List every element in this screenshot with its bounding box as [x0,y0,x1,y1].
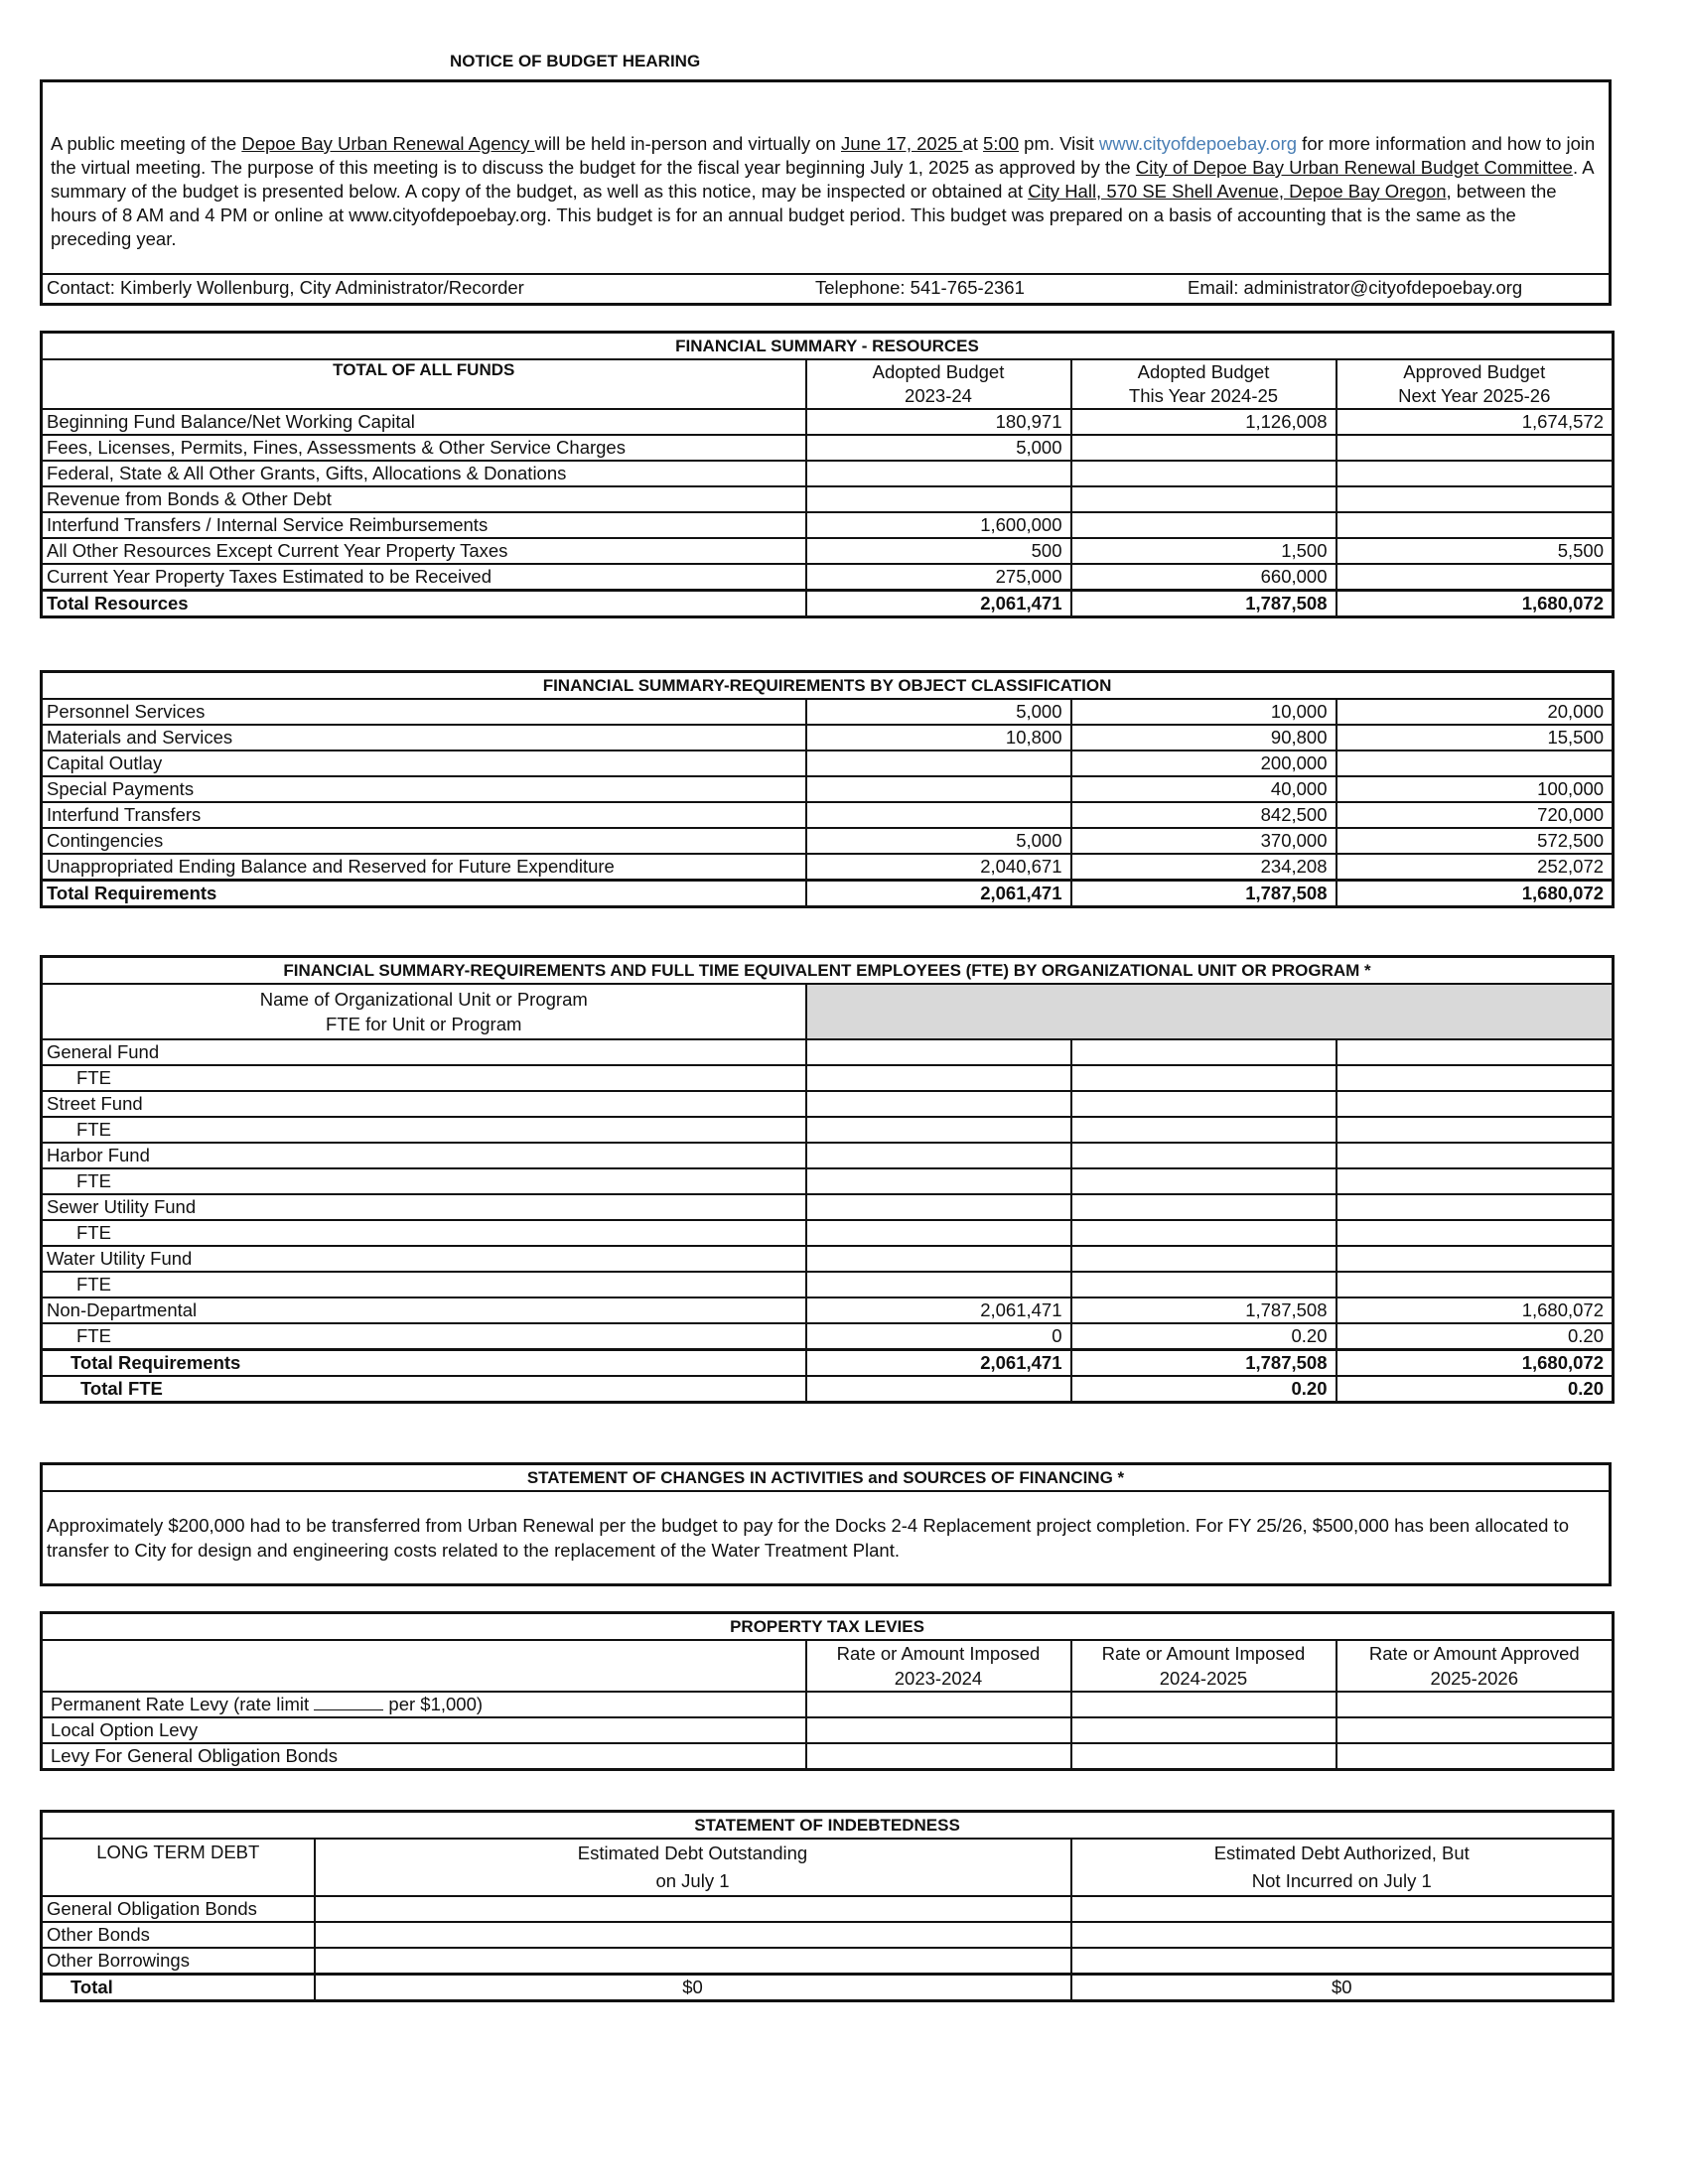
cell-value: 200,000 [1071,751,1336,776]
notice-text: A public meeting of the [51,133,242,154]
total-row [42,591,1614,617]
row-label: Interfund Transfers / Internal Service Reimbursements [42,512,806,538]
column-header: Approved Budget [1336,359,1614,384]
statement-text: Approximately $200,000 had to be transferred from Urban Renewal per the budget to pay for the Docks 2-4 Replacement project completion. For FY 25/26, $500,000 has been allocated to transfer to City for design and engineering costs related to the replacement of the Water Treatment Plant. [47,1515,1569,1561]
table-row [42,409,1614,435]
unit-name: Water Utility Fund [42,1246,806,1272]
cell-value [806,1717,1071,1743]
website-link[interactable]: www.cityofdepoebay.org [1098,133,1298,154]
row-label: All Other Resources Except Current Year Property Taxes [42,538,806,564]
cell-value [806,802,1071,828]
notice-text: at [962,133,983,154]
column-header-line: Rate or Amount Imposed [1101,1643,1306,1664]
fte-header-label: FTE for Unit or Program [326,1014,522,1034]
statement-header: STATEMENT OF CHANGES IN ACTIVITIES and SOURCES OF FINANCING * [43,1465,1609,1492]
table-row [42,1922,1614,1948]
debt-type: Other Borrowings [42,1948,315,1975]
cell-value [1336,1091,1614,1117]
cell-value [806,1272,1071,1297]
cell-value [1336,751,1614,776]
total-row [42,1350,1614,1377]
cell-value [1071,1168,1336,1194]
table-row [42,725,1614,751]
cell-value [1336,1692,1614,1717]
cell-value: 1,500 [1071,538,1336,564]
requirements-header: FINANCIAL SUMMARY-REQUIREMENTS BY OBJECT CLASSIFICATION [42,672,1614,700]
cell-value [1336,564,1614,591]
cell-value: 5,000 [806,699,1071,725]
fte-label: FTE [42,1323,806,1350]
cell-value: 90,800 [1071,725,1336,751]
total-value: 2,061,471 [806,1350,1071,1377]
fte-table [40,955,1612,1404]
total-value: 1,787,508 [1071,881,1336,907]
cell-value [1336,1272,1614,1297]
cell-value [806,751,1071,776]
total-fte-row [42,1376,1614,1403]
table-row [42,1948,1614,1975]
cell-value [1071,1692,1336,1717]
fte-label: FTE [42,1065,806,1091]
total-value: 1,787,508 [1071,591,1336,617]
cell-value [806,1743,1071,1770]
meeting-time: 5:00 [983,133,1020,154]
agency-name: Depoe Bay Urban Renewal Agency [241,133,535,154]
cell-value: 180,971 [806,409,1071,435]
column-year: Next Year 2025-26 [1336,384,1614,409]
local-option-label: Local Option Levy [42,1717,806,1743]
column-header-line: Rate or Amount Imposed [836,1643,1041,1664]
table-row [42,1194,1614,1220]
notice-text: for more information and how to join the virtual meeting. The purpose of this meeting is to discuss the budget for the fiscal year beginning July 1, 2025 as approved by the [51,133,1596,178]
cell-value [1071,1896,1614,1922]
table-row [42,828,1614,854]
column-header [315,1839,1071,1896]
cell-value [1071,1743,1336,1770]
cell-value [806,486,1071,512]
cell-value: 0 [806,1323,1071,1350]
total-value: 1,680,072 [1336,591,1614,617]
column-year: 2024-2025 [1159,1668,1248,1689]
cell-value [1336,1220,1614,1246]
cell-value [1071,1117,1336,1143]
cell-value: 1,680,072 [1336,1297,1614,1323]
address: City Hall, 570 SE Shell Avenue, Depoe Bay Oregon [1028,181,1447,202]
cell-value [1336,1194,1614,1220]
cell-value: 10,000 [1071,699,1336,725]
row-label: Unappropriated Ending Balance and Reserved for Future Expenditure [42,854,806,881]
column-year: 2023-24 [806,384,1071,409]
total-label: Total Requirements [42,1350,806,1377]
column-header-line: Rate or Amount Approved [1368,1643,1580,1664]
cell-value: 5,000 [806,828,1071,854]
cell-value [1336,1717,1614,1743]
table-row [42,1117,1614,1143]
unit-header [42,984,806,1039]
total-row [42,1975,1614,2001]
contact-telephone: Telephone: 541-765-2361 [815,277,1025,298]
cell-value: 370,000 [1071,828,1336,854]
cell-value: 10,800 [806,725,1071,751]
cell-value [1071,435,1336,461]
meeting-date: June 17, 2025 [841,133,963,154]
row-label: Special Payments [42,776,806,802]
total-label: Total [42,1975,315,2001]
table-row [42,538,1614,564]
levies-header: PROPERTY TAX LEVIES [42,1613,1614,1641]
cell-value: 842,500 [1071,802,1336,828]
cell-value [1071,1065,1336,1091]
cell-value [315,1896,1071,1922]
table-row [42,1091,1614,1117]
total-value: $0 [1071,1975,1614,2001]
table-row [42,512,1614,538]
statement-box [40,1462,1612,1586]
page-title: NOTICE OF BUDGET HEARING [450,52,701,70]
cell-value [806,1143,1071,1168]
total-value: $0 [315,1975,1071,2001]
total-value: 1,787,508 [1071,1350,1336,1377]
row-label: Beginning Fund Balance/Net Working Capital [42,409,806,435]
table-row [42,1220,1614,1246]
total-label: Total Requirements [42,881,806,907]
resources-table [40,331,1612,618]
rate-limit-blank [314,1709,383,1710]
long-term-debt-header: LONG TERM DEBT [42,1839,315,1896]
cell-value: 1,674,572 [1336,409,1614,435]
fte-label: FTE [42,1117,806,1143]
table-row [42,1143,1614,1168]
cell-value [1336,512,1614,538]
cell-value [806,1117,1071,1143]
total-value: 2,061,471 [806,881,1071,907]
total-fte-label: Total FTE [42,1376,806,1403]
total-label: Total Resources [42,591,806,617]
cell-value [806,1220,1071,1246]
table-row [42,1065,1614,1091]
table-row [42,1297,1614,1323]
cell-value [806,1065,1071,1091]
notice-text: . A summary of the budget is presented below. A copy of the budget, as well as this notice, may be inspected or obtained at [51,157,1594,202]
table-row [42,1896,1614,1922]
total-value: 1,680,072 [1336,881,1614,907]
table-row [42,1246,1614,1272]
cell-value [1336,461,1614,486]
cell-value: 5,000 [806,435,1071,461]
cell-value [1071,1922,1614,1948]
column-header [1071,1839,1614,1896]
go-bonds-label: Levy For General Obligation Bonds [42,1743,806,1770]
column-year: 2023-2024 [894,1668,983,1689]
column-header-line: on July 1 [655,1870,730,1891]
fte-header: FINANCIAL SUMMARY-REQUIREMENTS AND FULL TIME EQUIVALENT EMPLOYEES (FTE) BY ORGANIZATIONAL UNIT OR PROGRAM * [42,957,1614,985]
cell-value: 2,040,671 [806,854,1071,881]
cell-value [1071,461,1336,486]
cell-value [806,1246,1071,1272]
total-all-funds-label: TOTAL OF ALL FUNDS [42,359,806,409]
cell-value: 500 [806,538,1071,564]
table-row [42,854,1614,881]
levies-table [40,1611,1612,1771]
contact-row [43,273,1609,303]
cell-value: 2,061,471 [806,1297,1071,1323]
cell-value: 275,000 [806,564,1071,591]
cell-value [1071,1194,1336,1220]
cell-value [1071,486,1336,512]
unit-name: Non-Departmental [42,1297,806,1323]
cell-value: 1,787,508 [1071,1297,1336,1323]
table-row [42,564,1614,591]
fte-label: FTE [42,1220,806,1246]
row-label: Interfund Transfers [42,802,806,828]
cell-value: 5,500 [1336,538,1614,564]
cell-value [1071,1246,1336,1272]
unit-name: Sewer Utility Fund [42,1194,806,1220]
column-header-line: Not Incurred on July 1 [1251,1870,1432,1891]
total-row [42,881,1614,907]
row-label: Fees, Licenses, Permits, Fines, Assessments & Other Service Charges [42,435,806,461]
committee-name: City of Depoe Bay Urban Renewal Budget Committee [1135,157,1573,178]
cell-value: 20,000 [1336,699,1614,725]
levy-label: Permanent Rate Levy (rate limit [51,1694,315,1714]
cell-value [1336,1143,1614,1168]
shaded-header [806,984,1614,1039]
permanent-rate-label [42,1692,806,1717]
total-value: 1,680,072 [1336,1350,1614,1377]
cell-value: 1,600,000 [806,512,1071,538]
total-value: 0.20 [1071,1376,1336,1403]
resources-header: FINANCIAL SUMMARY - RESOURCES [42,333,1614,360]
table-row [42,776,1614,802]
contact-email: Email: administrator@cityofdepoebay.org [1188,277,1523,298]
cell-value [806,1194,1071,1220]
total-value: 2,061,471 [806,591,1071,617]
row-label: Capital Outlay [42,751,806,776]
cell-value [1071,1220,1336,1246]
cell-value [1336,1168,1614,1194]
table-row [42,802,1614,828]
table-row [42,1717,1614,1743]
cell-value [1336,1743,1614,1770]
blank-cell [42,1640,806,1692]
fte-label: FTE [42,1272,806,1297]
notice-paragraph [51,132,1600,251]
row-label: Personnel Services [42,699,806,725]
cell-value: 234,208 [1071,854,1336,881]
cell-value: 572,500 [1336,828,1614,854]
notice-box [40,79,1612,306]
cell-value: 0.20 [1336,1323,1614,1350]
cell-value [315,1922,1071,1948]
cell-value [1071,512,1336,538]
column-header-line: Estimated Debt Outstanding [577,1843,808,1863]
cell-value [1336,1065,1614,1091]
table-row [42,1692,1614,1717]
unit-name: Harbor Fund [42,1143,806,1168]
row-label: Current Year Property Taxes Estimated to be Received [42,564,806,591]
column-header: Adopted Budget [1071,359,1336,384]
cell-value [1071,1143,1336,1168]
requirements-table [40,670,1612,908]
table-row [42,699,1614,725]
cell-value [806,461,1071,486]
levy-label: per $1,000) [383,1694,484,1714]
cell-value [1071,1091,1336,1117]
cell-value [1071,1272,1336,1297]
cell-value: 40,000 [1071,776,1336,802]
cell-value [1336,1117,1614,1143]
cell-value [1071,1039,1336,1065]
table-row [42,1272,1614,1297]
cell-value [806,1091,1071,1117]
total-value: 0.20 [1336,1376,1614,1403]
column-header [806,1640,1071,1692]
table-row [42,751,1614,776]
table-row [42,461,1614,486]
total-value [806,1376,1071,1403]
debt-table [40,1810,1612,2002]
table-row [42,1323,1614,1350]
debt-header: STATEMENT OF INDEBTEDNESS [42,1812,1614,1840]
cell-value: 252,072 [1336,854,1614,881]
cell-value [806,776,1071,802]
row-label: Materials and Services [42,725,806,751]
unit-name: Street Fund [42,1091,806,1117]
cell-value [806,1692,1071,1717]
column-header: Adopted Budget [806,359,1071,384]
notice-text: , between the hours of 8 AM and 4 PM or online at www.cityofdepoebay.org. This budget is for an annual budget period. This budget was prepared on a basis of accounting that is the same as the preceding year. [51,181,1557,249]
notice-text: will be held in-person and virtually on [534,133,841,154]
notice-text: pm. Visit [1019,133,1099,154]
debt-type: General Obligation Bonds [42,1896,315,1922]
cell-value [1336,435,1614,461]
column-header-line: Estimated Debt Authorized, But [1213,1843,1470,1863]
table-row [42,1168,1614,1194]
contact-name: Contact: Kimberly Wollenburg, City Administrator/Recorder [47,277,524,298]
cell-value: 0.20 [1071,1323,1336,1350]
column-header [1336,1640,1614,1692]
column-header [1071,1640,1336,1692]
row-label: Contingencies [42,828,806,854]
cell-value [806,1168,1071,1194]
cell-value: 720,000 [1336,802,1614,828]
cell-value [806,1039,1071,1065]
fte-label: FTE [42,1168,806,1194]
cell-value [1071,1948,1614,1975]
table-row [42,435,1614,461]
cell-value [315,1948,1071,1975]
cell-value: 1,126,008 [1071,409,1336,435]
row-label: Federal, State & All Other Grants, Gifts, Allocations & Donations [42,461,806,486]
cell-value [1071,1717,1336,1743]
cell-value [1336,486,1614,512]
unit-header-label: Name of Organizational Unit or Program [259,989,588,1010]
table-row [42,1743,1614,1770]
column-year: This Year 2024-25 [1071,384,1336,409]
cell-value [1336,1039,1614,1065]
debt-type: Other Bonds [42,1922,315,1948]
cell-value: 100,000 [1336,776,1614,802]
column-year: 2025-2026 [1430,1668,1519,1689]
cell-value: 660,000 [1071,564,1336,591]
row-label: Revenue from Bonds & Other Debt [42,486,806,512]
cell-value: 15,500 [1336,725,1614,751]
unit-name: General Fund [42,1039,806,1065]
table-row [42,1039,1614,1065]
cell-value [1336,1246,1614,1272]
table-row [42,486,1614,512]
